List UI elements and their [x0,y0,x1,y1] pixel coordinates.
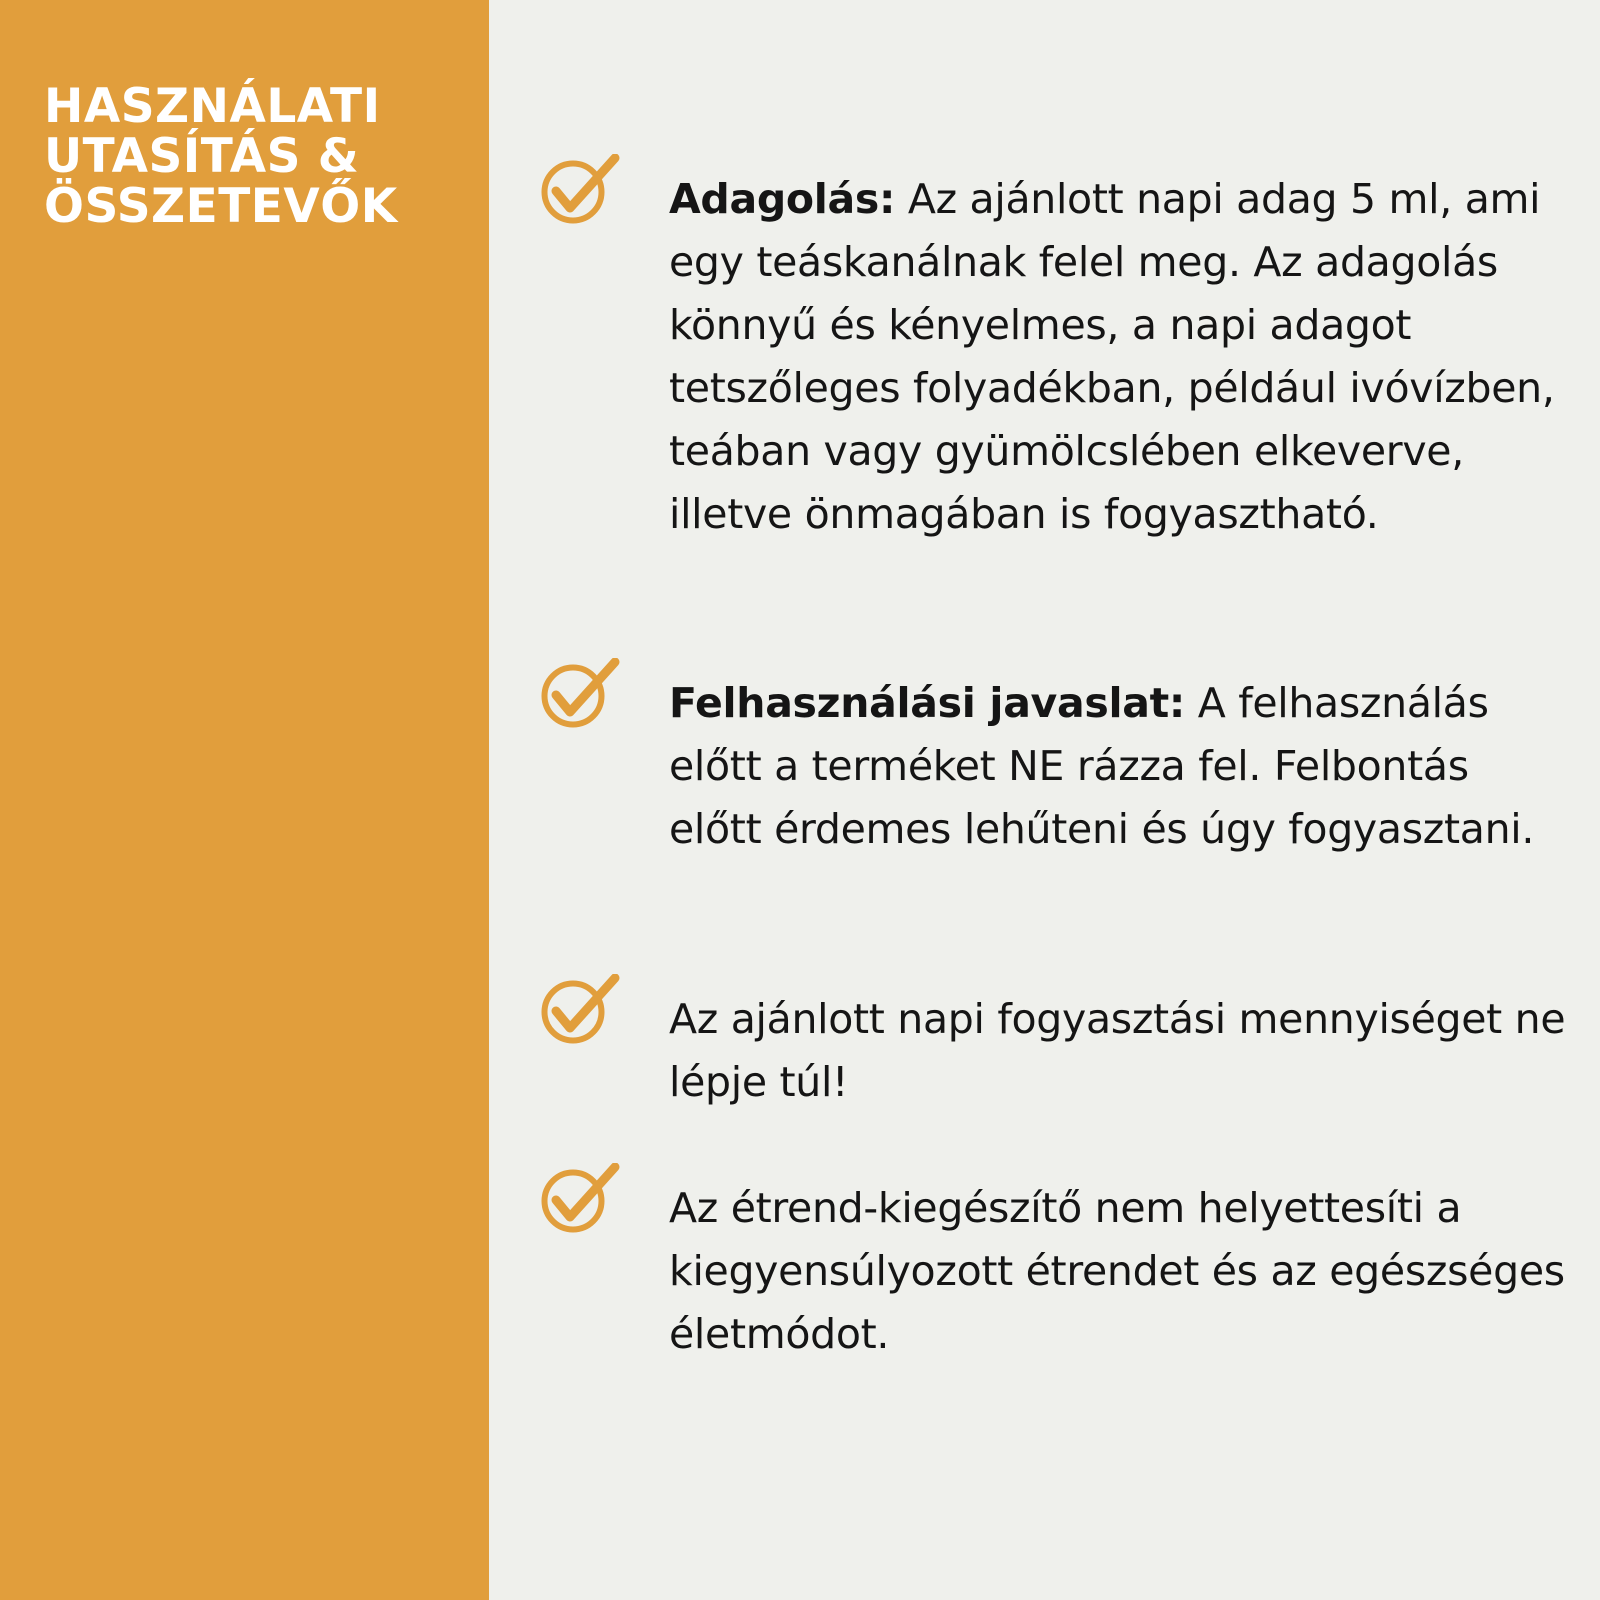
list-item-supplement-note [539,1177,1565,1366]
check-circle-icon [539,154,621,226]
list-item-usage-suggestion [539,672,1559,861]
list-item-label: Felhasználási javaslat: [669,679,1185,727]
list-item-daily-limit [539,988,1566,1114]
instructions-panel [489,0,1600,1600]
list-item-dosage [539,168,1559,546]
list-item-body: Az ajánlott napi fogyasztási mennyiséget ne lépje túl! [669,995,1566,1106]
list-item-body: Az étrend-kiegészítő nem helyettesíti a kiegyensúlyozott étrendet és az egészséges életmódot. [669,1184,1565,1358]
list-item-body: A felhasználás előtt a terméket NE rázza fel. Felbontás előtt érdemes lehűteni és úgy fogyasztani. [669,679,1535,853]
list-item-text [669,988,1569,1114]
list-item-text [669,1177,1569,1366]
page-title [44,79,464,234]
list-item-text [669,168,1569,546]
check-circle-icon [539,1163,621,1235]
page-title-line-1: HASZNÁLATI [44,79,381,134]
list-item-text [669,672,1569,861]
page-title-line-3: ÖSSZETEVŐK [44,179,398,234]
list-item-body: Az ajánlott napi adag 5 ml, ami egy teáskanálnak felel meg. Az adagolás könnyű és kényelmes, a napi adagot tetszőleges folyadékban, például ivóvízben, teában vagy gyümölcslében elkeverve, illetve önmagában is fogyasztható. [669,175,1555,538]
check-circle-icon [539,974,621,1046]
sidebar-panel [0,0,489,1600]
check-circle-icon [539,658,621,730]
list-item-label: Adagolás: [669,175,896,223]
page-title-line-2: UTASÍTÁS & [44,129,360,184]
